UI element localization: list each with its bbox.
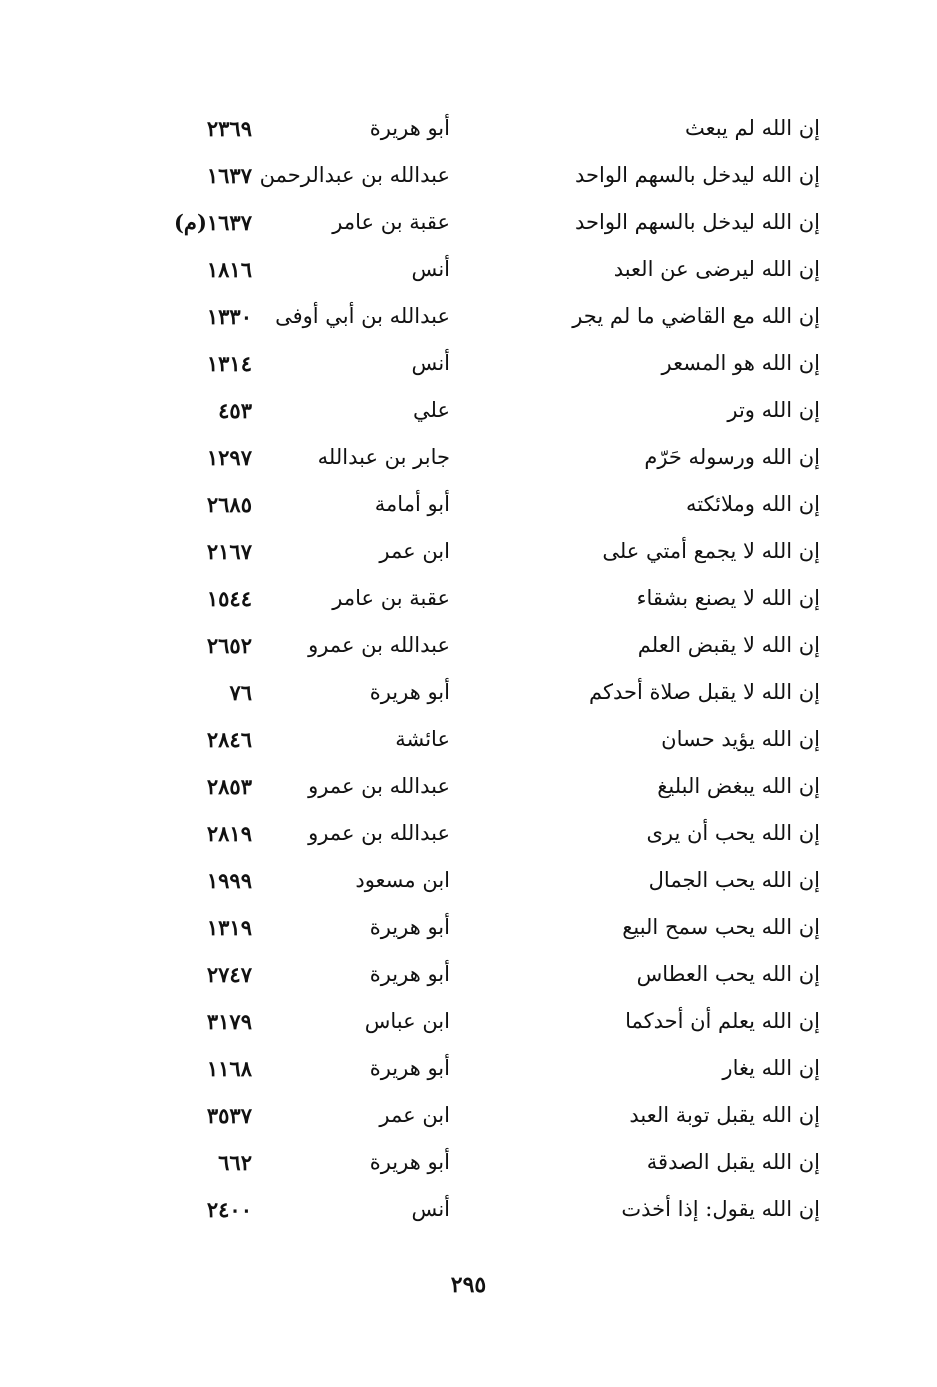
index-row bbox=[150, 1139, 830, 1186]
hadith-number: ٢٦٥٢ bbox=[206, 633, 252, 658]
narrator-name: أبو هريرة bbox=[369, 962, 450, 986]
narrator-name: أنس bbox=[411, 351, 450, 375]
index-row bbox=[150, 1092, 830, 1139]
hadith-number: ١١٦٨ bbox=[206, 1056, 252, 1081]
hadith-number: ٣١٧٩ bbox=[206, 1009, 252, 1034]
index-row bbox=[150, 575, 830, 622]
hadith-number: ١٣١٩ bbox=[206, 915, 252, 940]
hadith-number: ٢٦٨٥ bbox=[206, 492, 252, 517]
narrator-name: أنس bbox=[411, 257, 450, 281]
hadith-opening: إن الله ليدخل بالسهم الواحد bbox=[575, 210, 820, 234]
index-row bbox=[150, 340, 830, 387]
narrator-name: ابن عمر bbox=[379, 539, 450, 563]
hadith-opening: إن الله لا يقبل صلاة أحدكم bbox=[589, 680, 820, 704]
index-row bbox=[150, 152, 830, 199]
hadith-opening: إن الله وملائكته bbox=[685, 492, 820, 516]
index-row bbox=[150, 387, 830, 434]
narrator-name: ابن مسعود bbox=[355, 868, 450, 892]
narrator-name: أبو هريرة bbox=[369, 1150, 450, 1174]
narrator-name: أبو هريرة bbox=[369, 915, 450, 939]
hadith-number: ١٢٩٧ bbox=[206, 445, 252, 470]
hadith-opening: إن الله يحب سمح البيع bbox=[622, 915, 820, 939]
narrator-name: أبو أمامة bbox=[374, 492, 450, 516]
hadith-opening: إن الله يقول: إذا أخذت bbox=[621, 1197, 820, 1221]
narrator-name: أبو هريرة bbox=[369, 116, 450, 140]
hadith-index-table bbox=[150, 105, 830, 1233]
hadith-opening: إن الله مع القاضي ما لم يجر bbox=[572, 304, 820, 328]
narrator-name: أنس bbox=[411, 1197, 450, 1221]
hadith-opening: إن الله ليرضى عن العبد bbox=[613, 257, 820, 281]
hadith-number: ١٦٣٧(م) bbox=[174, 210, 252, 235]
index-row bbox=[150, 857, 830, 904]
hadith-number: ١٩٩٩ bbox=[206, 868, 252, 893]
hadith-opening: إن الله يحب الجمال bbox=[648, 868, 820, 892]
hadith-number: ٤٥٣ bbox=[218, 398, 252, 423]
narrator-name: عبدالله بن أبي أوفى bbox=[275, 304, 450, 328]
hadith-opening: إن الله وتر bbox=[727, 398, 820, 422]
narrator-name: أبو هريرة bbox=[369, 680, 450, 704]
narrator-name: ابن عمر bbox=[379, 1103, 450, 1127]
index-row bbox=[150, 622, 830, 669]
hadith-number: ١٣١٤ bbox=[206, 351, 252, 376]
hadith-number: ٦٦٢ bbox=[218, 1150, 252, 1175]
narrator-name: عقبة بن عامر bbox=[332, 210, 450, 234]
narrator-name: عبدالله بن عمرو bbox=[308, 633, 450, 657]
hadith-number: ٣٥٣٧ bbox=[206, 1103, 252, 1128]
index-row bbox=[150, 763, 830, 810]
hadith-number: ٢٨٥٣ bbox=[206, 774, 252, 799]
hadith-number: ٧٦ bbox=[229, 680, 252, 705]
hadith-number: ٢١٦٧ bbox=[206, 539, 252, 564]
narrator-name: عائشة bbox=[395, 727, 450, 751]
index-row bbox=[150, 1045, 830, 1092]
hadith-opening: إن الله يحب العطاس bbox=[636, 962, 820, 986]
hadith-opening: إن الله يبغض البليغ bbox=[657, 774, 820, 798]
hadith-number: ١٦٣٧ bbox=[206, 163, 252, 188]
hadith-opening: إن الله هو المسعر bbox=[661, 351, 820, 375]
narrator-name: أبو هريرة bbox=[369, 1056, 450, 1080]
hadith-opening: إن الله يعلم أن أحدكما bbox=[625, 1009, 820, 1033]
hadith-number: ٢٤٠٠ bbox=[206, 1197, 252, 1222]
index-row bbox=[150, 246, 830, 293]
index-row bbox=[150, 904, 830, 951]
index-row bbox=[150, 293, 830, 340]
hadith-number: ٢٧٤٧ bbox=[206, 962, 252, 987]
narrator-name: ابن عباس bbox=[364, 1009, 450, 1033]
index-row bbox=[150, 528, 830, 575]
hadith-opening: إن الله ليدخل بالسهم الواحد bbox=[575, 163, 820, 187]
index-row bbox=[150, 716, 830, 763]
narrator-name: عبدالله بن عبدالرحمن bbox=[259, 163, 450, 187]
hadith-opening: إن الله لا يصنع بشقاء bbox=[636, 586, 820, 610]
narrator-name: عبدالله بن عمرو bbox=[308, 821, 450, 845]
narrator-name: عبدالله بن عمرو bbox=[308, 774, 450, 798]
hadith-opening: إن الله يحب أن يرى bbox=[646, 821, 820, 845]
index-row bbox=[150, 1186, 830, 1233]
hadith-number: ٢٣٦٩ bbox=[206, 116, 252, 141]
hadith-opening: إن الله لم يبعث bbox=[684, 116, 820, 140]
narrator-name: جابر بن عبدالله bbox=[317, 445, 450, 469]
hadith-opening: إن الله يقبل توبة العبد bbox=[629, 1103, 820, 1127]
hadith-opening: إن الله ورسوله حَرّم bbox=[644, 445, 820, 469]
index-row bbox=[150, 669, 830, 716]
hadith-opening: إن الله لا يجمع أمتي على bbox=[602, 539, 820, 563]
hadith-opening: إن الله يقبل الصدقة bbox=[646, 1150, 820, 1174]
index-row bbox=[150, 434, 830, 481]
index-row bbox=[150, 998, 830, 1045]
hadith-number: ١٨١٦ bbox=[206, 257, 252, 282]
index-row bbox=[150, 951, 830, 998]
index-row bbox=[150, 199, 830, 246]
narrator-name: علي bbox=[413, 398, 450, 422]
index-row bbox=[150, 810, 830, 857]
index-row bbox=[150, 105, 830, 152]
hadith-number: ١٣٣٠ bbox=[206, 304, 252, 329]
hadith-number: ٢٨١٩ bbox=[206, 821, 252, 846]
narrator-name: عقبة بن عامر bbox=[332, 586, 450, 610]
hadith-number: ٢٨٤٦ bbox=[206, 727, 252, 752]
hadith-opening: إن الله يغار bbox=[722, 1056, 820, 1080]
index-row bbox=[150, 481, 830, 528]
hadith-opening: إن الله يؤيد حسان bbox=[661, 727, 820, 751]
hadith-opening: إن الله لا يقبض العلم bbox=[637, 633, 820, 657]
hadith-number: ١٥٤٤ bbox=[206, 586, 252, 611]
page-number: ٢٩٥ bbox=[450, 1272, 487, 1298]
